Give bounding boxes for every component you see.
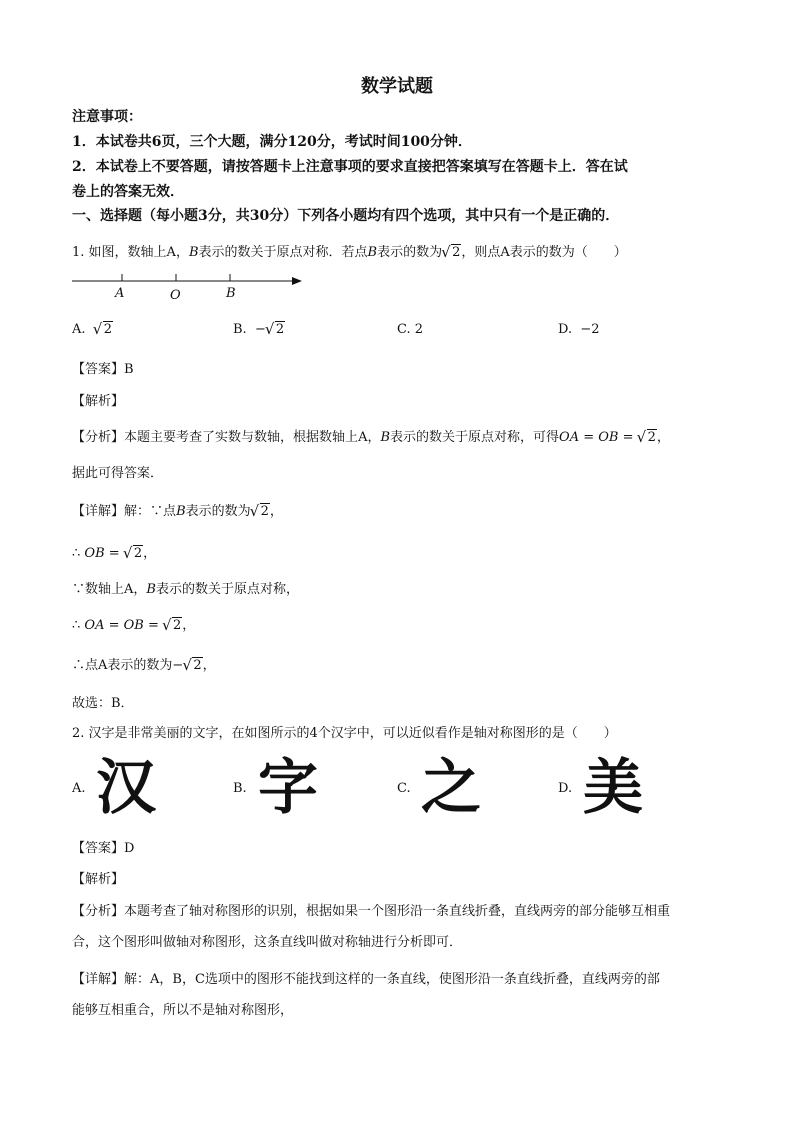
q2-option-b-char: 字 [258, 753, 318, 823]
number-line [70, 268, 310, 304]
notice-item-2b: 卷上的答案无效． [72, 184, 184, 200]
q2-detail-line2: 能够互相重合，所以不是轴对称图形， [72, 1003, 294, 1018]
q1-answer: 【 答案 】 B [72, 358, 134, 377]
q1-option-c: C. 2 [397, 322, 424, 337]
q2-option-c-label: C. [397, 781, 411, 796]
q1-option-b: B. −√ 2 [233, 322, 285, 337]
q1-detail-line5: ∴点A表示的数为−√ 2， [72, 654, 216, 673]
q2-analysis-tag: 【 解析 】 [72, 868, 124, 887]
section-heading: 一、选择题（每小题3分，共30分）下列各小题均有四个选项，其中只有一个是正确的． [72, 208, 620, 224]
q2-option-a-char: 汉 [96, 753, 156, 823]
q2-fenxi-line2: 合，这个图形叫做轴对称图形，这条直线叫做对称轴进行分析即可． [72, 935, 463, 950]
q1-option-a: A. √ 2 [72, 322, 113, 337]
q1-detail-line3: ∵数轴上A，B表示的数关于原点对称， [72, 582, 299, 597]
q2-option-d-label: D. [558, 781, 573, 796]
q2-option-c-char: 之 [421, 753, 481, 823]
notice-item-2a: 2．本试卷上不要答题，请按答题卡上注意事项的要求直接把答案填写在答题卡上．答在试 [72, 159, 628, 175]
q1-detail-line2: ∴ OB = √ 2， [72, 542, 156, 561]
q2-option-d-char: 美 [583, 753, 643, 823]
q2-option-b-label: B. [233, 781, 247, 796]
q1-detail-line1: 【 详解 】 解：∵点B表示的数为√ 2， [72, 500, 283, 519]
q1-fenxi-line2: 据此可得答案． [72, 466, 164, 481]
q2-stem: 2. 汉字是非常美丽的文字，在如图所示的4个汉字中，可以近似看作是轴对称图形的是（ ） [72, 726, 617, 741]
q1-stem-sqrt: √ 2 [442, 245, 461, 260]
q2-answer: 【 答案 】 D [72, 837, 134, 856]
axis-label-o: O [170, 288, 181, 303]
page-title: 数学试题 [361, 76, 433, 97]
axis-label-b: B [226, 286, 236, 301]
notice-item-1: 1．本试卷共6页，三个大题，满分120分，考试时间100分钟． [72, 134, 472, 150]
q1-final: 故选：B． [72, 696, 134, 711]
q2-option-a-label: A. [72, 781, 86, 796]
q1-stem: 1. 如图，数轴上A，B表示的数关于原点对称．若点B表示的数为√ 2，则点A表示的数为（ ） [72, 241, 627, 260]
q1-detail-line4: ∴ OA = OB = √ 2， [72, 614, 195, 633]
q1-option-d: D. −2 [558, 322, 600, 337]
q1-analysis-tag: 【 解析 】 [72, 390, 124, 409]
notice-heading: 注意事项： [72, 109, 142, 125]
number-line-arrow [292, 277, 302, 285]
q2-fenxi-line1: 【 分析 】 本题考查了轴对称图形的识别，根据如果一个图形沿一条直线折叠，直线两旁的部分能够互相重 [72, 900, 670, 919]
axis-label-a: A [115, 286, 125, 301]
q2-detail-line1: 【 详解 】 解：A，B，C选项中的图形不能找到这样的一条直线，使图形沿一条直线折叠，直线两旁的部 [72, 968, 660, 987]
q1-fenxi-line1: 【 分析 】 本题主要考查了实数与数轴，根据数轴上A，B表示的数关于原点对称，可得OA = OB = √ 2， [72, 426, 670, 445]
